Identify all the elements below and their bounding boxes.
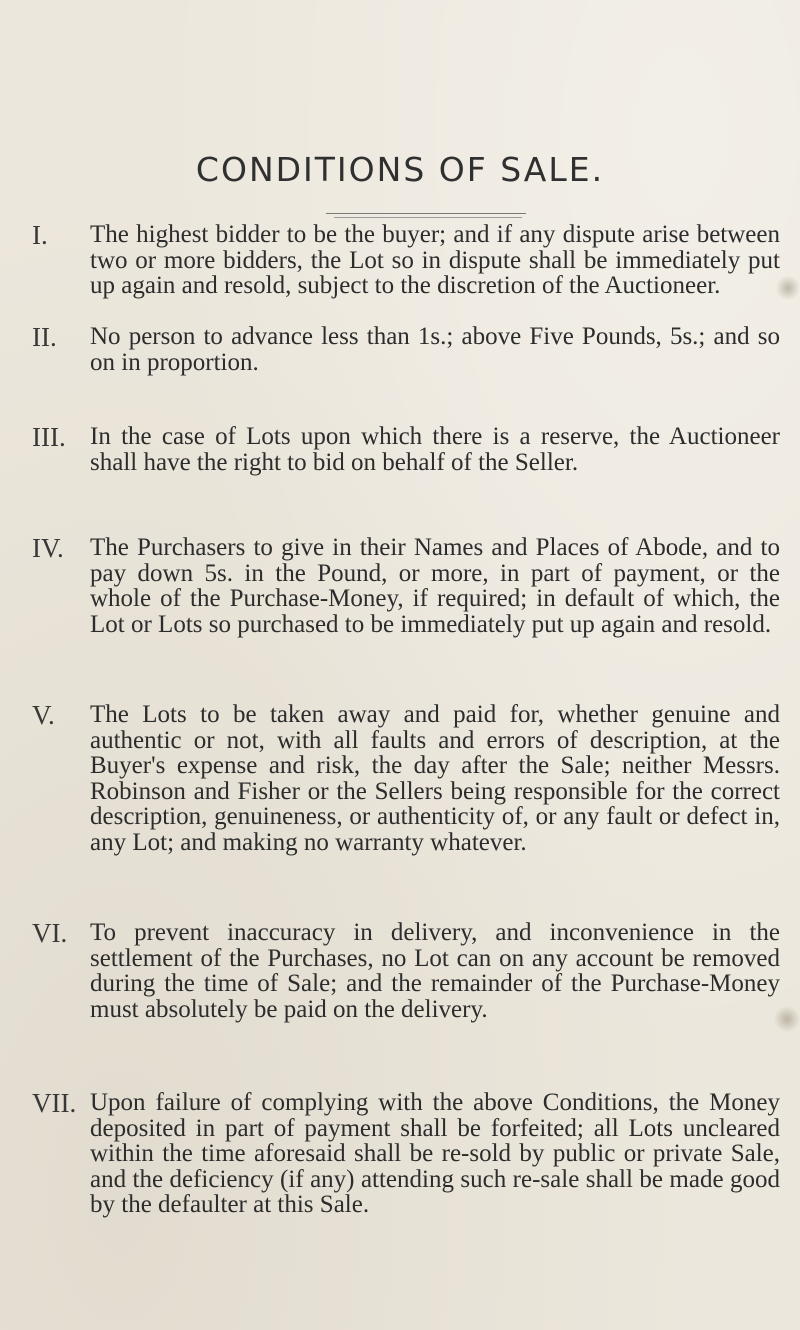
condition-text: The Purchasers to give in their Names and Places of Abode, and to pay down 5s. in the Pound, or more, in part of payment, or the whole of the Purchase-Money, if required; in default of which, the Lot or Lots so purchased to be immediately put up again and resold. [90, 534, 780, 638]
condition-text: To prevent inaccuracy in delivery, and inconvenience in the settlement of the Purchases, no Lot can on any account be removed during the time of Sale; and the remainder of the Purchase-Money must absolutely be paid on the delivery. [90, 919, 780, 1023]
condition-numeral: VI. [32, 918, 68, 948]
paper-stain [774, 1005, 800, 1033]
title-rule-secondary [334, 217, 522, 218]
condition-text: No person to advance less than 1s.; above Five Pounds, 5s.; and so on in proportion. [90, 323, 780, 376]
condition-numeral: III. [32, 422, 66, 452]
condition-numeral: I. [32, 220, 48, 250]
condition-text: The highest bidder to be the buyer; and if any dispute arise between two or more bidders, the Lot so in dispute shall be immediately put up again and resold, subject to the discretion of the Auctioneer. [90, 221, 780, 299]
condition-text: In the case of Lots upon which there is a reserve, the Auctioneer shall have the right to bid on behalf of the Seller. [90, 423, 780, 476]
condition-numeral: VII. [32, 1088, 77, 1118]
condition-text: Upon failure of complying with the above Conditions, the Money deposited in part of payment shall be forfeited; all Lots uncleared within the time aforesaid shall be re-sold by public or private Sale, and the deficiency (if any) attending such re-sale shall be made good by the defaulter at this Sale. [90, 1089, 780, 1218]
condition-numeral: II. [32, 322, 57, 352]
condition-text: The Lots to be taken away and paid for, whether genuine and authentic or not, with all faults and errors of description, at the Buyer's expense and risk, the day after the Sale; neither Messrs. Robinson and Fisher or the Sellers being responsible for the correct description, genuineness, or authenticity of, or any fault or defect in, any Lot; and making no warranty whatever. [90, 701, 780, 856]
title-rule [326, 213, 526, 214]
paper-stain [776, 275, 800, 301]
condition-numeral: IV. [32, 533, 64, 563]
condition-numeral: V. [32, 700, 55, 730]
page-title: CONDITIONS OF SALE. [195, 150, 605, 189]
